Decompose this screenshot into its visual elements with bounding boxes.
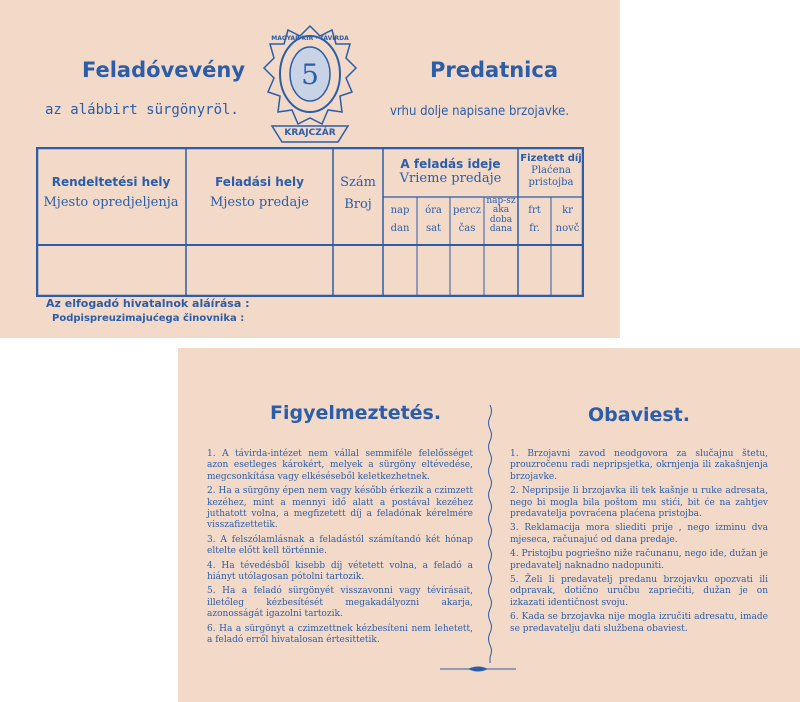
notice-paragraph: 2. Ha a sürgöny épen nem vagy később érkezik a czimzett kezéhez, mint a mennyi idő alatt a postával kezéhez juthatott volna, a megfizetett díj a feladónak kérelmére visszafizettetik.	[207, 486, 473, 531]
notice-paragraph: 3. A felszólamlásnak a feladástól számítandó két hónap eltelte előtt kell történnie.	[207, 534, 473, 557]
notice-paragraph: 4. Ha tévedésből kisebb díj vétetett volna, a feladó a hiányt utólagosan pótolni tartozik.	[207, 560, 473, 583]
signature-label-hr: Podpispreuzimajućega činovnika :	[52, 313, 245, 324]
notice-paragraph: 1. Brzojavni zavod neodgovora za slučajnu štetu, prouzročenu radi nepripsjetka, okrnjenja ili zakašnjenja brzojavke.	[510, 449, 768, 482]
header-number-hu: Szám	[340, 175, 376, 190]
notice-paragraph: 6. Kada se brzojavka nije mogla izručiti adresatu, imade se predavatelju dati službena obaviest.	[510, 612, 768, 634]
sub-day-hu: nap	[390, 205, 410, 216]
notice-paragraph: 5. Ha a feladó sürgönyét visszavonni vagy tévirásait, illetőleg kézbesítését megakadályozni akarja, azonosságát igazolni tartozik.	[207, 586, 473, 620]
sub-daypart-hr: doba dana	[489, 214, 513, 235]
header-origin-hr: Mjesto predaje	[210, 195, 309, 211]
header-destination-hr: Mjesto opredjeljenja	[43, 195, 179, 211]
sub-daypart-hu: nap-szaka	[486, 196, 516, 216]
header-number-hr: Broj	[344, 196, 372, 212]
stamp-value: 5	[301, 58, 319, 91]
header-destination-hu: Rendeltetési hely	[51, 175, 171, 189]
notice-paragraph: 5. Želi li predavatelj predanu brzojavku opozvati ili odpravak, dotično uručbu zapriečiti, dužan je on izkazati identičnost svoju.	[510, 575, 768, 608]
subtitle-croatian: vrhu dolje napisane brzojavke.	[390, 104, 570, 119]
sub-hour-hr: sat	[425, 223, 442, 234]
notice-heading-hungarian: Figyelmeztetés.	[270, 402, 442, 424]
notice-heading-croatian: Obaviest.	[588, 404, 690, 426]
title-hungarian: Feladóvevény	[82, 58, 246, 82]
notice-paragraph: 4. Pristojbu pogriešno niže računanu, nego ide, dužan je predavatelj naknadno nadopuniti.	[510, 549, 768, 571]
stamp-denomination-label: KRAJCZÁR	[284, 128, 336, 138]
sub-kreuzer-hu: kr	[562, 205, 573, 216]
subtitle-hungarian: az alábbirt sürgönyröl.	[45, 102, 239, 118]
header-time-hu: A feladás ideje	[400, 157, 501, 171]
telegram-receipt-card	[0, 0, 620, 338]
signature-label-hu: Az elfogadó hivatalnok aláírása :	[46, 297, 250, 310]
sub-forint-hu: frt	[528, 205, 541, 216]
header-time-hr: Vrieme predaje	[399, 171, 502, 187]
notice-paragraph: 6. Ha a sürgönyt a czimzettnek kézbesíteni nem lehetett, a feladó erről hivatalosan értesittetik.	[207, 623, 473, 646]
notice-text-croatian	[510, 449, 768, 638]
sub-forint-hr: fr.	[529, 223, 540, 234]
ornamental-flourish	[438, 664, 518, 674]
sub-minute-hr: čas	[458, 223, 476, 234]
header-fee-hu: Fizetett díj	[520, 153, 582, 164]
sub-minute-hu: percz	[453, 205, 481, 216]
header-origin-hu: Feladási hely	[215, 175, 304, 189]
notice-paragraph: 2. Nepripsije li brzojavka ili tek kašnje u ruke adresata, nego bi mogla bila poštom mu stići, bit će na zahtjev predavatelja povraćena plaćena pristojba.	[510, 486, 768, 520]
sub-hour-hu: óra	[425, 205, 442, 216]
title-croatian: Predatnica	[430, 58, 558, 82]
notice-paragraph: 1. A távirda-intézet nem vállal semmiféle felelősséget azon esetleges károkért, melyek a sürgöny eltévedése, megcsonkítása vagy elkéséseből keletkezhetnek.	[207, 449, 473, 482]
stamp-ring-text: MAGYAR KIR · TÁVIRDA	[271, 35, 349, 42]
sub-day-hr: dan	[390, 223, 410, 234]
notice-text-hungarian	[207, 449, 473, 650]
notice-paragraph: 3. Reklamacija mora sliediti prije , nego izminu dva mjeseca, računajuć od dana predaje.	[510, 523, 768, 545]
header-fee-hr: Plaćena pristojba	[528, 165, 574, 188]
column-divider	[486, 405, 494, 663]
sub-kreuzer-hr: novč	[555, 223, 580, 234]
receipt-table	[36, 147, 584, 297]
